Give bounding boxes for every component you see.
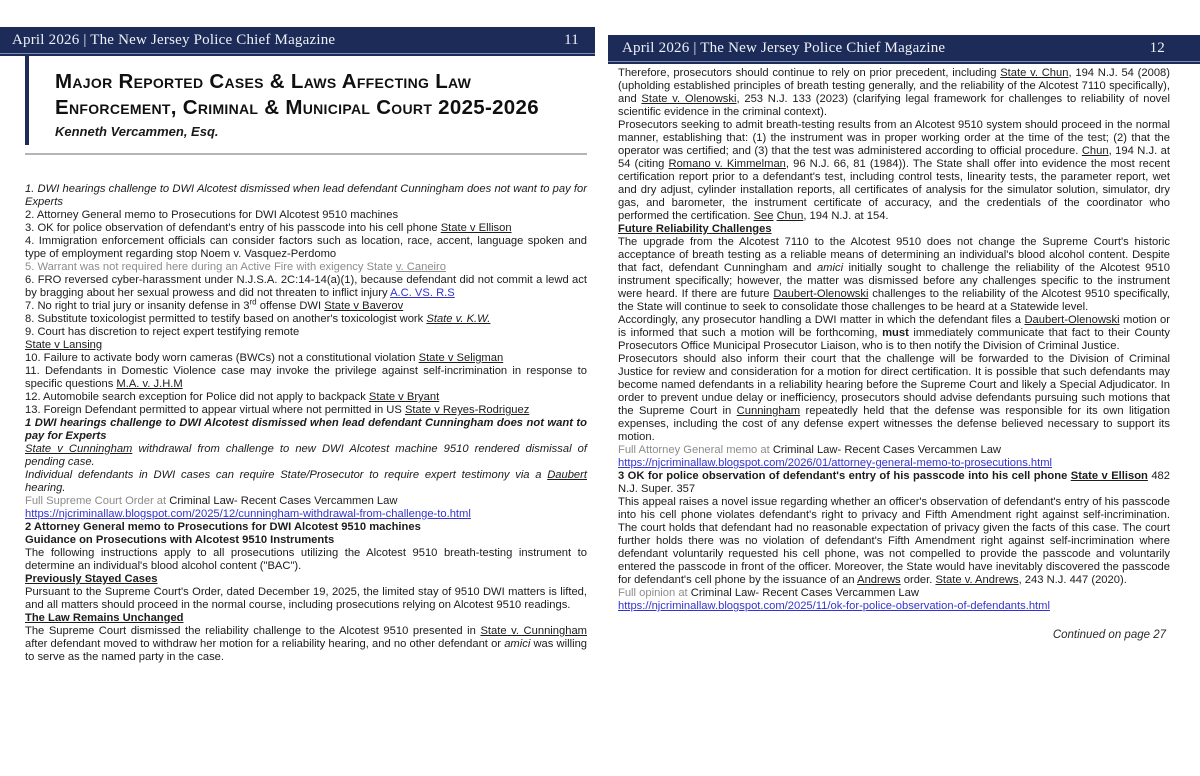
article-title: Major Reported Cases & Laws Affecting Law Enforcement, Criminal & Municipal Court 2025-2026	[55, 70, 539, 119]
text-run: amici	[816, 262, 844, 274]
page-11-body	[25, 183, 587, 664]
paragraph	[618, 353, 1170, 444]
text-run: , 253 N.J. 133 (2023) (clarifying legal framework for challenges to reliability of novel scientific evidence in the criminal context).	[618, 93, 1170, 118]
hyperlink[interactable]: https://njcriminallaw.blogspot.com/2026/01/attorney-general-memo-to-prosecutions.html	[618, 457, 1053, 469]
text-run: 13. Foreign Defendant permitted to appear virtual where not permitted in US	[25, 404, 405, 416]
text-run: 2 Attorney General memo	[25, 521, 161, 533]
citation: State v. Cunningham	[480, 625, 587, 637]
sub-heading	[618, 223, 1170, 236]
page-11-content	[0, 56, 600, 664]
citation: State v Seligman	[418, 352, 504, 364]
text-run: 1 DWI hearings challenge to DWI Alcotest dismissed when lead defendant Cunningham does not want to pay for Experts	[25, 417, 587, 442]
text-run: was willing to serve as the named party in the case.	[25, 638, 588, 663]
page-number: 11	[564, 32, 579, 48]
citation: Future Reliability Challenges	[618, 223, 772, 235]
text-run: after defendant moved to withdraw her motion for a reliability hearing, and no other defendant or	[25, 638, 505, 650]
magazine-header-title: April 2026 | The New Jersey Police Chief Magazine	[12, 32, 336, 48]
url-line	[25, 508, 587, 521]
text-run: 11. Defendants in Domestic Violence case may invoke the privilege against self-incrimination in response to specific questions	[25, 365, 587, 390]
page-11-header-bar	[0, 27, 595, 53]
text-run: 7. No right to trial jury or insanity defense in 3	[25, 300, 250, 312]
list-item	[25, 261, 587, 274]
text-run: motion or is informed that such a motion will be forthcoming,	[618, 314, 1170, 339]
list-item	[25, 274, 587, 300]
page-12	[600, 0, 1200, 776]
section-heading	[618, 470, 1170, 496]
continued-note: Continued on page 27	[1052, 629, 1166, 641]
citation: State v Bryant	[368, 391, 440, 403]
list-item	[25, 326, 587, 339]
citation: State v Lansing	[25, 339, 103, 351]
text-run: The following instructions apply to all prosecutions utilizing the Alcotest 9510 breath-testing instrument to determine an individual's blood alcohol content ("BAC").	[25, 547, 587, 572]
text-run: must	[882, 327, 909, 339]
citation: State v. Chun	[1000, 67, 1069, 79]
text-run: rd	[249, 297, 257, 307]
list-item	[25, 391, 587, 404]
citation: State v Cunningham	[25, 443, 133, 455]
paragraph	[25, 547, 587, 573]
paragraph	[25, 469, 587, 495]
text-run: order.	[900, 574, 936, 586]
list-item	[25, 404, 587, 417]
text-run: Criminal Law- Recent Cases Vercammen Law	[169, 495, 398, 507]
citation: Chun	[1081, 145, 1109, 157]
citation: State v Ellison	[1070, 470, 1148, 482]
text-run: hearing.	[25, 482, 66, 494]
text-run: 482 N.J. Super. 357	[618, 470, 1170, 495]
text-run: 5. Warrant was not required here during an Active Fire with exigency State	[25, 261, 396, 273]
attribution-line	[618, 587, 1170, 600]
text-run: immediately communicate that fact to their County Prosecutors Office Municipal Prosecutor Liaison, who is to then notify the Division of Criminal Justice.	[618, 327, 1170, 352]
magazine-header-title: April 2026 | The New Jersey Police Chief Magazine	[622, 40, 946, 56]
list-item	[25, 352, 587, 365]
list-item	[25, 365, 587, 391]
citation: v. Caneiro	[395, 261, 446, 273]
text-run: withdrawal from challenge to new DWI Alcotest machine 9510 rendered dismissal of pending case.	[25, 443, 587, 468]
text-run: Prosecutors should also inform their court that the challenge will be forwarded to the Division of Criminal Justice for review and consideration for a motion for direct certification. It is possible that such defendants may become named defendants in a reliability hearing before the Supreme Court and likely a Special Adjudicator. In order to prevent undue delay or inefficiency, prosecutors should advise defendants pursuing such motions that the Supreme Court in	[618, 353, 1170, 417]
citation: Andrews	[857, 574, 901, 586]
paragraph	[618, 496, 1170, 587]
hyperlink[interactable]: https://njcriminallaw.blogspot.com/2025/11/ok-for-police-observation-of-defendants.html	[618, 600, 1050, 612]
paragraph	[618, 67, 1170, 119]
paragraph	[618, 119, 1170, 223]
citation: State v. Andrews	[935, 574, 1019, 586]
section-heading	[25, 521, 587, 534]
text-run: 6. FRO reversed cyber-harassment under N.J.S.A. 2C:14-14(a)(1), because defendant did not commit a lewd act by bragging about her sexual prowess and did not threaten to inflict injury	[25, 274, 587, 299]
citation: State v. Olenowski	[641, 93, 737, 105]
text-run: , 96 N.J. 66, 81 (1984)). The State shall offer into evidence the most recent certification report prior to a defendant's test, including control tests, linearity tests, the parameter report, wet and dry adjust, cylinder installation reports, all certificates of analysis for the simulator solution, simulator, dry gas, and barometer, the instrument certificate of accuracy, and the credentials of the coordinator who performed the certification.	[618, 158, 1170, 222]
list-item	[25, 313, 587, 326]
title-divider	[25, 153, 587, 155]
text-run: Accordingly, any prosecutor handling a DWI matter in which the defendant files a	[618, 314, 1025, 326]
text-run: Full Supreme Court Order at	[25, 495, 170, 507]
text-run: , 194 N.J. at 54 (citing	[618, 145, 1170, 170]
text-run: offense DWI	[256, 300, 325, 312]
text-run: 3 OK for police observation of defendant's entry of his passcode into his cell phone	[618, 470, 1071, 482]
list-item	[25, 183, 587, 209]
citation: Daubert-Olenowski	[1024, 314, 1120, 326]
text-run: Therefore, prosecutors should continue to rely on prior precedent, including	[618, 67, 1001, 79]
text-run: initially sought to challenge the reliability of the Alcotest 9510 instrument specifically; however, the matter was dismissed before any challenges specific to the instrument were heard. If there are future	[618, 262, 1171, 300]
citation: Daubert-Olenowski	[773, 288, 869, 300]
page-12-body	[618, 67, 1170, 613]
citation: The Law Remains Unchanged	[25, 612, 184, 624]
page-number: 12	[1149, 40, 1165, 56]
text-run: Full Attorney General memo at	[618, 444, 773, 456]
citation: M.A. v. J.H.M	[116, 378, 183, 390]
section-subheading	[25, 534, 587, 547]
text-run: 4. Immigration enforcement officials can consider factors such as location, race, accent, language spoken and type of employment regarding stop Noem v. Vasquez-Perdomo	[25, 235, 587, 260]
citation: Romano v. Kimmelman	[668, 158, 786, 170]
article-byline: Kenneth Vercammen, Esq.	[55, 124, 219, 139]
text-run: The Supreme Court dismissed the reliability challenge to the Alcotest 9510 presented in	[25, 625, 481, 637]
paragraph	[618, 314, 1170, 353]
text-run: 9. Court has discretion to reject expert testifying remote	[25, 326, 300, 338]
text-run: 10. Failure to activate body worn cameras (BWCs) not a constitutional violation	[25, 352, 419, 364]
text-run: Individual defendants in DWI cases can require State/Prosecutor to require expert testimony via a	[25, 469, 548, 481]
citation: Cunningham	[736, 405, 801, 417]
list-item	[25, 297, 587, 313]
attribution-line	[618, 444, 1170, 457]
sub-heading	[25, 573, 587, 586]
list-item	[25, 235, 587, 261]
citation: State v. K.W.	[426, 313, 491, 325]
citation: Previously Stayed Cases	[25, 573, 158, 585]
page-12-content	[600, 67, 1200, 641]
paragraph	[25, 443, 587, 469]
text-run: , 194 N.J. at 154.	[803, 210, 889, 222]
text-run: to Prosecutions for DWI Alcotest 9510 machines	[160, 521, 421, 533]
text-run: Full opinion at	[618, 587, 691, 599]
hyperlink[interactable]: https://njcriminallaw.blogspot.com/2025/12/cunningham-withdrawal-from-challenge-to.html	[25, 508, 471, 520]
text-run: 2. Attorney General memo to Prosecutions for DWI Alcotest 9510 machines	[25, 209, 399, 221]
text-run: Pursuant to the Supreme Court's Order, dated December 19, 2025, the limited stay of 9510 DWI matters is lifted, and all matters should proceed in the normal course, including prosecutions relying on Alcotest 9510 readings.	[25, 586, 587, 611]
text-run: Guidance on Prosecutions with Alcotest 9510 Instruments	[25, 534, 335, 546]
hyperlink[interactable]: A.C. VS. R.S	[390, 287, 455, 299]
citation: Daubert	[547, 469, 587, 481]
text-run: 1. DWI hearings challenge to DWI Alcotest dismissed when lead defendant Cunningham does not want to pay for Experts	[25, 183, 587, 208]
text-run: repeatedly held that the defense was responsible for its own litigation expenses, including the cost of any defense expert witnesses the defense believed necessary to support its motion.	[618, 405, 1170, 443]
citation: Chun	[776, 210, 804, 222]
paragraph	[25, 586, 587, 612]
text-run: amici	[504, 638, 531, 650]
list-item	[25, 222, 587, 235]
paragraph	[25, 625, 587, 664]
attribution-line	[25, 495, 587, 508]
text-run: , 194 N.J. 54 (2008) (upholding established principles of breath testing generally, and the reliability of the Alcotest 7110 specifically), and	[618, 67, 1170, 105]
text-run: This appeal raises a novel issue regarding whether an officer's observation of defendant's entry of his passcode into his cell phone violates defendant's right to privacy and Fifth Amendment right against self-incrimination. The court holds that defendant had no reasonable expectation of privacy given the facts of this case. The court further holds there was no violation of defendant's Fifth Amendment right against self-incrimination where defendant voluntarily requested his cell phone, was not compelled to provide the passcode and voluntarily entered the passcode in front of the officer. Moreover, the State would have inevitably discovered the passcode for defendant's cell phone by the issuance of an	[618, 496, 1170, 586]
list-item	[25, 339, 587, 352]
page-12-header-bar	[608, 35, 1200, 61]
text-run: , 243 N.J. 447 (2020).	[1018, 574, 1127, 586]
list-item	[25, 209, 587, 222]
article-title-block	[25, 56, 587, 145]
url-line	[618, 457, 1170, 470]
citation: State v Ellison	[440, 222, 512, 234]
citation: State v Baverov	[324, 300, 404, 312]
text-run: challenges to the reliability of the Alcotest 9510 specifically, the State will continue to seek to consolidate those challenges to be heard at a Statewide level.	[618, 288, 1170, 313]
paragraph	[618, 236, 1170, 314]
section-heading	[25, 417, 587, 443]
text-run: 8. Substitute toxicologist permitted to testify based on another's toxicologist work	[25, 313, 427, 325]
text-run: 12. Automobile search exception for Police did not apply to backpack	[25, 391, 369, 403]
sub-heading	[25, 612, 587, 625]
text-run: Criminal Law- Recent Cases Vercammen Law	[690, 587, 919, 599]
citation: State v Reyes-Rodriguez	[404, 404, 530, 416]
text-run: 3. OK for police observation of defendant's entry of his passcode into his cell phone	[25, 222, 441, 234]
citation: See	[753, 210, 774, 222]
text-run: The upgrade from the Alcotest 7110 to the Alcotest 9510 does not change the Supreme Court's historic acceptance of breath testing as a reliable means of determining an individual's blood alcohol content. Despite that fact, defendant Cunningham and	[618, 236, 1170, 274]
text-run: Prosecutors seeking to admit breath-testing results from an Alcotest 9510 system should proceed in the normal manner, establishing that: (1) the instrument was in proper working order at the time of the test; (2) that the operator was certified; and (3) that the test was administered according to official procedure.	[618, 119, 1170, 157]
url-line	[618, 600, 1170, 613]
text-run: Criminal Law- Recent Cases Vercammen Law	[772, 444, 1002, 456]
